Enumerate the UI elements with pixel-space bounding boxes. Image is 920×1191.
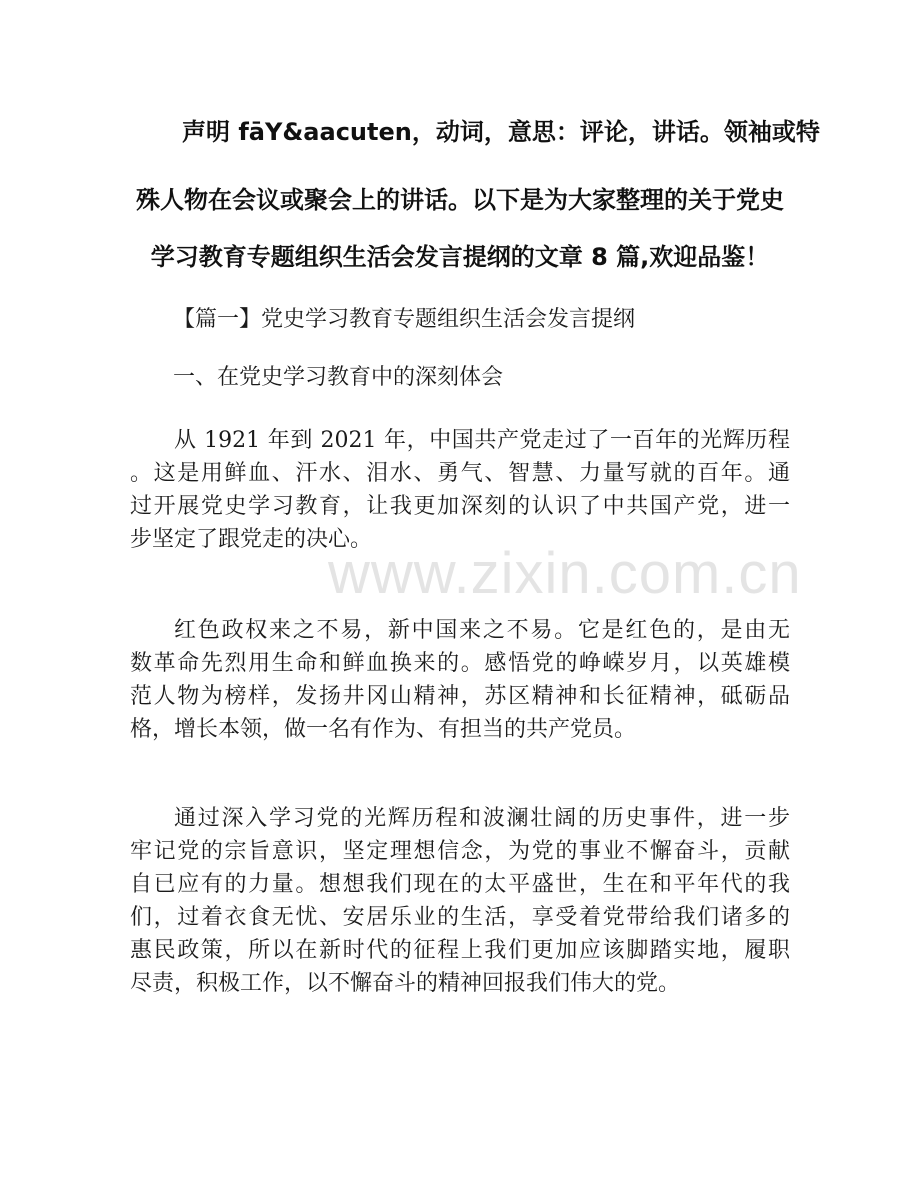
- paragraph-line: 惠民政策，所以在新时代的征程上我们更加应该脚踏实地，履职: [130, 938, 790, 963]
- subheading: 一、在党史学习教育中的深刻体会: [173, 365, 504, 390]
- intro-line-2: 殊人物在会议或聚会上的讲话。以下是为大家整理的关于党史: [136, 186, 784, 214]
- paragraph-2: [130, 614, 790, 746]
- paragraph-line: 步坚定了跟党走的决心。: [130, 527, 373, 552]
- watermark: www.zixin.com.cn: [328, 541, 802, 606]
- paragraph-line: 红色政权来之不易，新中国来之不易。它是红色的，是由无: [174, 618, 790, 643]
- paragraph-line: 牢记党的宗旨意识，坚定理想信念，为党的事业不懈奋斗，贡献: [130, 839, 790, 864]
- paragraph-line: 。这是用鲜血、汗水、泪水、勇气、智慧、力量写就的百年。通: [130, 461, 790, 486]
- paragraph-line: 格，增长本领，做一名有作为、有担当的共产党员。: [130, 717, 637, 742]
- paragraph-line: 自已应有的力量。想想我们现在的太平盛世，生在和平年代的我: [130, 872, 790, 897]
- paragraph-line: 从 1921 年到 2021 年，中国共产党走过了一百年的光辉历程: [174, 428, 790, 453]
- paragraph-1: [130, 424, 790, 556]
- paragraph-line: 范人物为榜样，发扬井冈山精神，苏区精神和长征精神，砥砺品: [130, 684, 790, 709]
- paragraph-line: 们，过着衣食无忧、安居乐业的生活，享受着党带给我们诸多的: [130, 905, 790, 930]
- intro-line-1: 声明 fāY&aacuten，动词，意思：评论，讲话。领袖或特: [182, 118, 820, 146]
- paragraph-3: [130, 802, 790, 1000]
- paragraph-line: 数革命先烈用生命和鲜血换来的。感悟党的峥嵘岁月，以英雄模: [130, 651, 790, 676]
- intro-line-3: 学习教育专题组织生活会发言提纲的文章 8 篇,欢迎品鉴！: [150, 243, 770, 271]
- section-title: 【篇一】党史学习教育专题组织生活会发言提纲: [173, 307, 636, 332]
- paragraph-line: 尽责，积极工作，以不懈奋斗的精神回报我们伟大的党。: [130, 971, 681, 996]
- paragraph-line: 通过深入学习党的光辉历程和波澜壮阔的历史事件，进一步: [174, 806, 790, 831]
- paragraph-line: 过开展党史学习教育，让我更加深刻的认识了中共国产党，进一: [130, 494, 790, 519]
